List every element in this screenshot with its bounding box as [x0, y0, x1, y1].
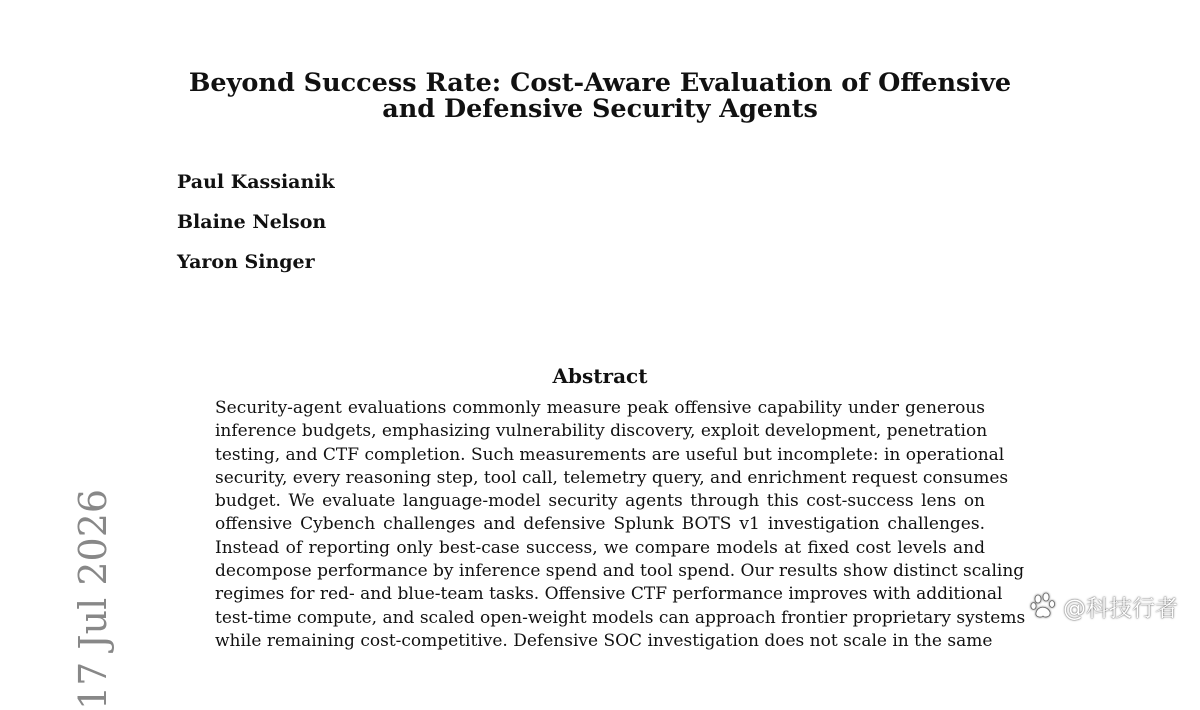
paper-title [0, 70, 1200, 122]
abstract-line: while remaining cost-competitive. Defensive SOC investigation does not scale in the same [215, 630, 993, 651]
abstract-line: regimes for red- and blue-team tasks. Offensive CTF performance improves with additional [215, 584, 1003, 605]
watermark [1029, 588, 1178, 624]
title-line: and Defensive Security Agents [382, 94, 818, 124]
author-list [177, 170, 335, 290]
abstract-heading: Abstract [552, 364, 648, 388]
abstract-line: security, every reasoning step, tool call, telemetry query, and enrichment request consumes [215, 467, 1009, 488]
abstract-line: budget. We evaluate language-model security agents through this cost-success lens on [215, 491, 985, 512]
title-line: Beyond Success Rate: Cost-Aware Evaluation of Offensive [188, 68, 1012, 98]
watermark-text: @科技行者 [1063, 595, 1178, 622]
abstract-line: offensive Cybench challenges and defensive Splunk BOTS v1 investigation challenges. [215, 514, 985, 535]
paw-logo-icon [1029, 591, 1059, 621]
arxiv-date-text: 17 Jul 2026 [71, 488, 115, 710]
abstract-line: testing, and CTF completion. Such measurements are useful but incomplete: in operational [215, 444, 1005, 465]
abstract-line: Security-agent evaluations commonly measure peak offensive capability under generous [215, 398, 985, 418]
abstract-body [215, 397, 1026, 653]
author-name: Blaine Nelson [177, 211, 327, 233]
author-name: Paul Kassianik [177, 171, 335, 193]
abstract-line: decompose performance by inference spend and tool spend. Our results show distinct scaling [215, 561, 1025, 582]
abstract-line: test-time compute, and scaled open-weight models can approach frontier proprietary systems [215, 607, 1026, 628]
arxiv-date-sidebar [35, 470, 115, 710]
author-name: Yaron Singer [177, 251, 315, 273]
abstract-line: inference budgets, emphasizing vulnerability discovery, exploit development, penetration [215, 421, 988, 442]
abstract-line: Instead of reporting only best-case success, we compare models at fixed cost levels and [215, 537, 985, 558]
